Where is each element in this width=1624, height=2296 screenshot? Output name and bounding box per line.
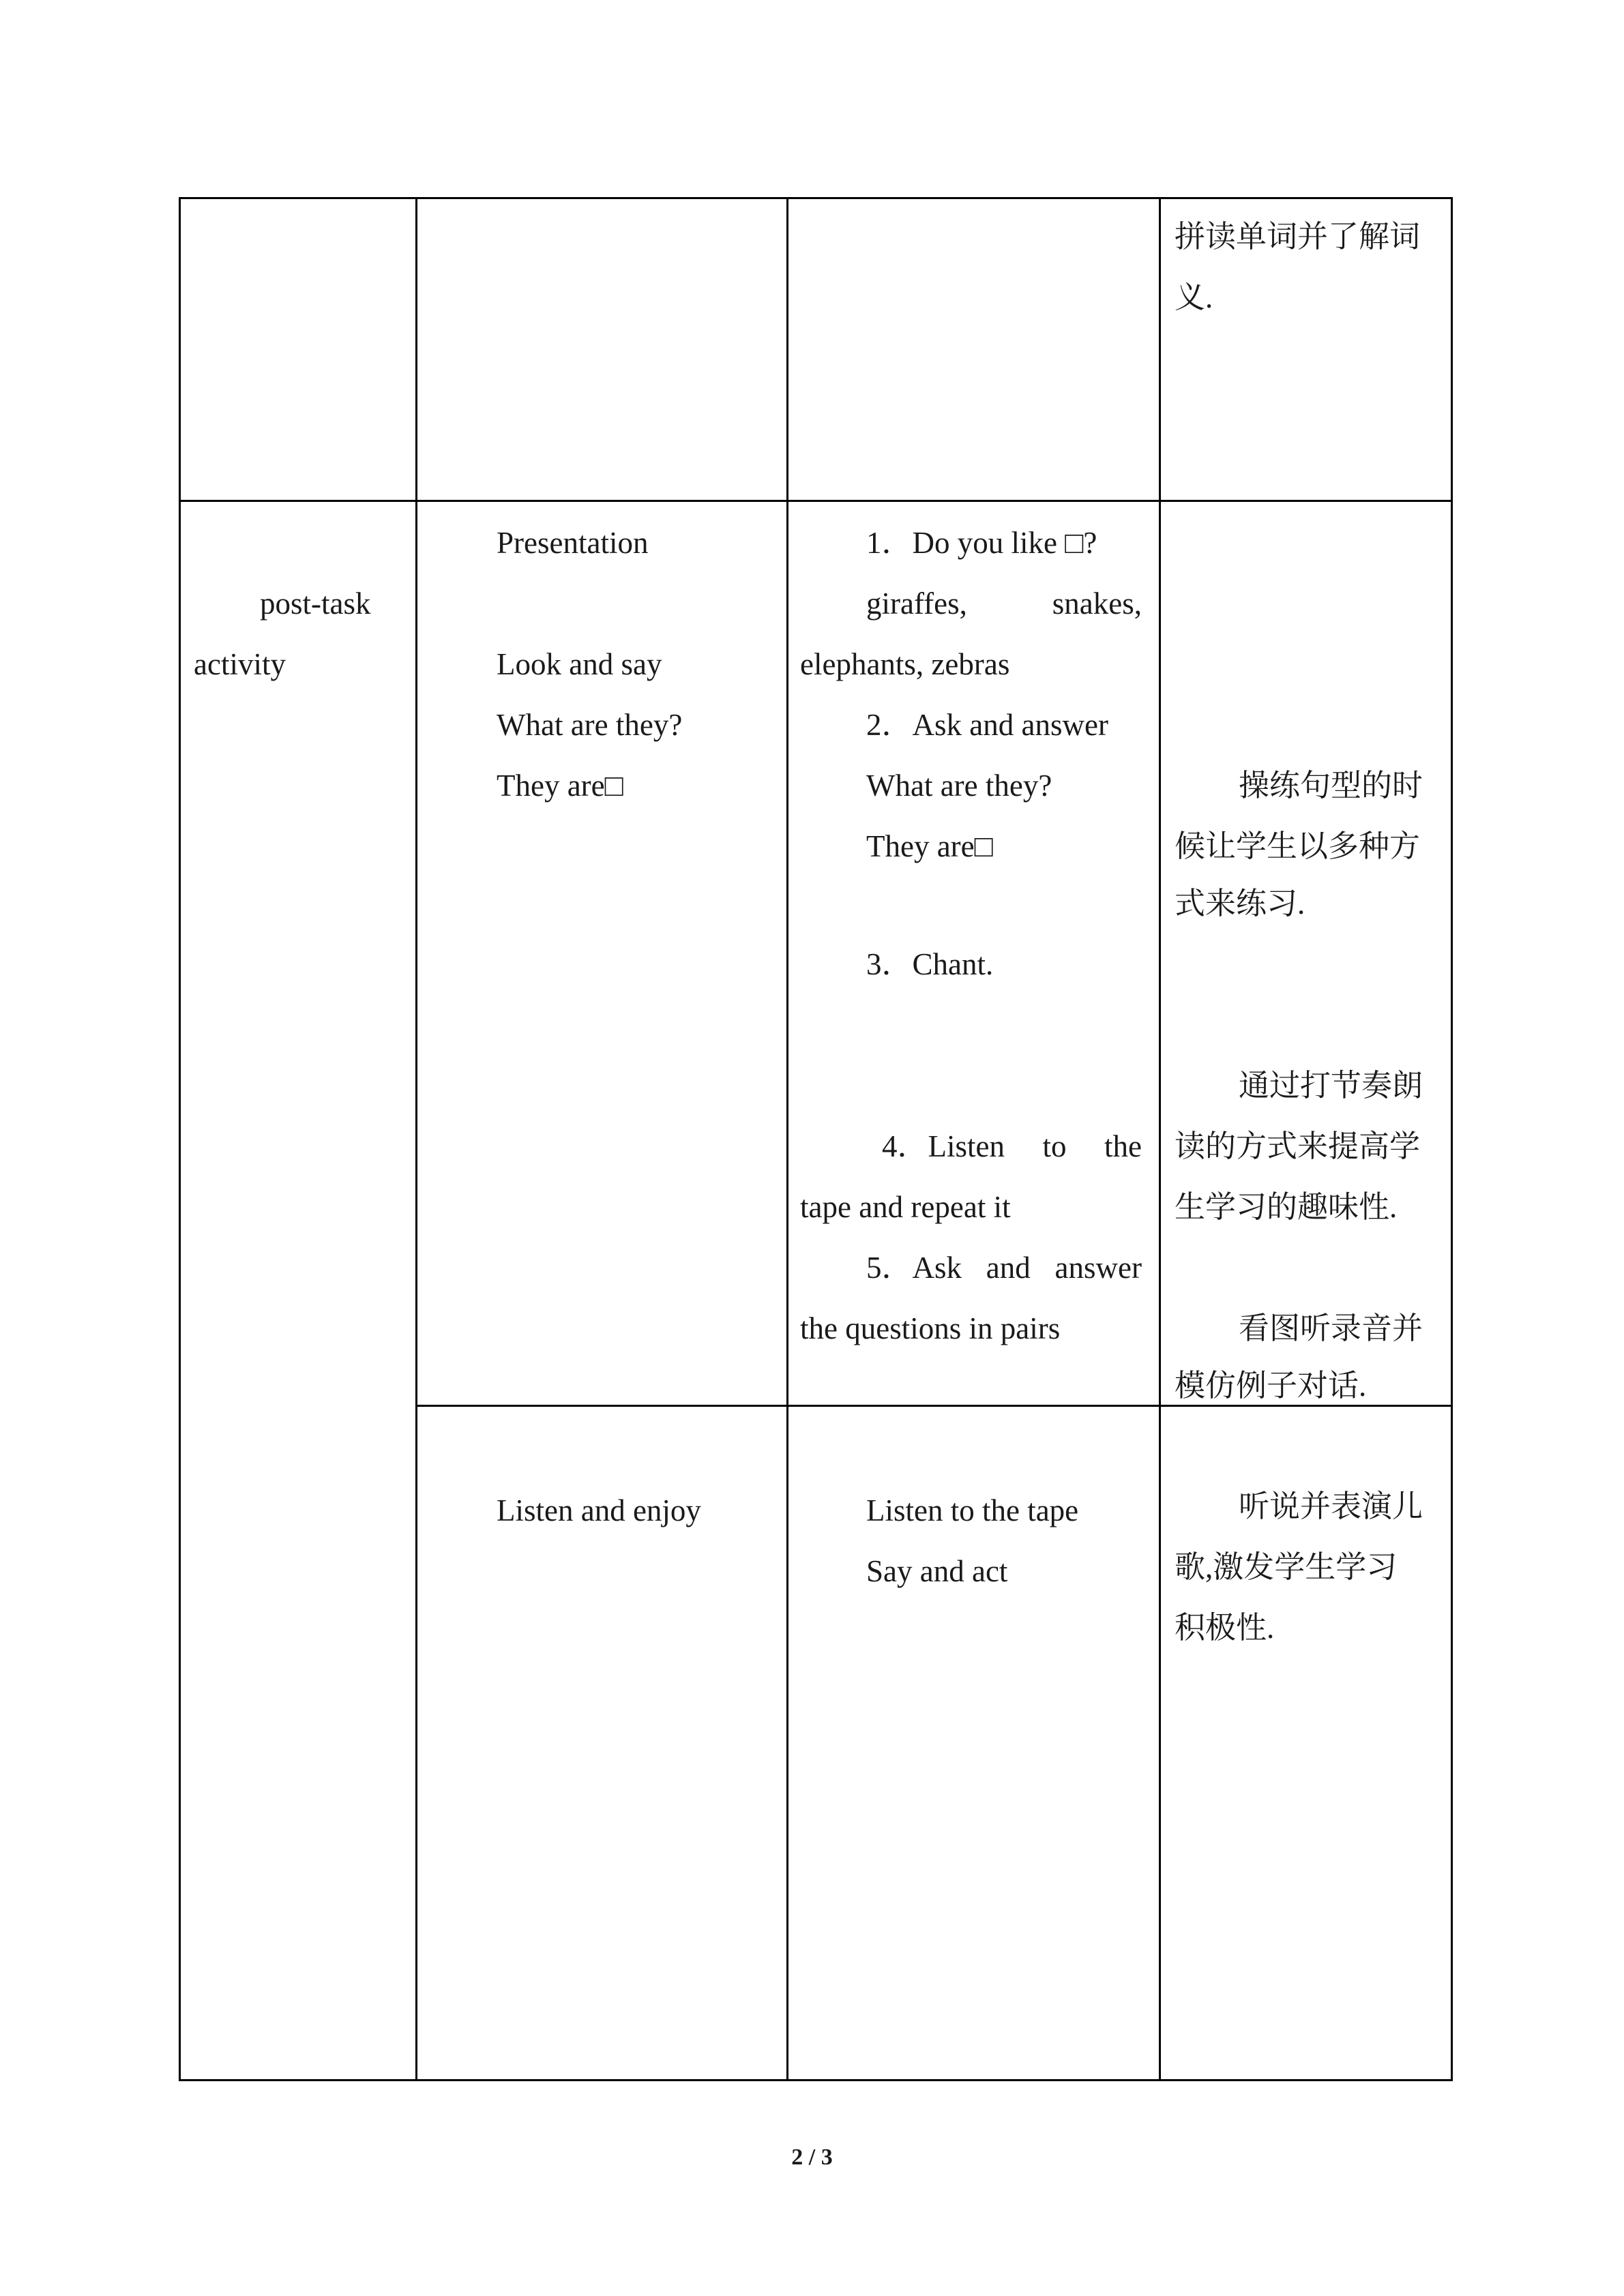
purpose-3-line-2: 模仿例子对话. <box>1175 1369 1367 1403</box>
activity-5-word-3: answer <box>1054 1251 1142 1285</box>
activity-1-words-row <box>866 573 1142 634</box>
activity-4-row <box>882 1116 1142 1177</box>
purpose-1-line-1: 操练句型的时 <box>1239 769 1423 803</box>
row3-purpose-line-3: 积极性. <box>1175 1611 1275 1645</box>
activity-2-question: What are they? <box>866 769 1052 803</box>
activity-1-do-you-like: 1．Do you like □? <box>866 526 1097 560</box>
row3-purpose-line-2: 歌,激发学生学习 <box>1175 1550 1398 1584</box>
activity-listen-to-tape: Listen to the tape <box>866 1493 1079 1527</box>
table-col-divider-3 <box>1159 197 1161 2081</box>
row1-note-line-1: 拼读单词并了解词 <box>1175 220 1421 254</box>
purpose-2-line-3: 生学习的趣味性. <box>1175 1190 1398 1224</box>
table-col-divider-1 <box>415 197 417 2081</box>
activity-3-chant: 3．Chant. <box>866 947 994 981</box>
table-col-divider-2 <box>786 197 788 2081</box>
step-listen-and-enjoy: Listen and enjoy <box>497 1493 701 1527</box>
activity-5-row <box>866 1238 1142 1298</box>
activity-2-ask-and-answer: 2．Ask and answer <box>866 708 1108 742</box>
activity-5-word-1: 5．Ask <box>866 1251 962 1285</box>
purpose-2-line-2: 读的方式来提高学 <box>1175 1129 1421 1163</box>
table-border-bottom <box>179 2079 1453 2081</box>
activity-4-word-3: the <box>1104 1129 1142 1163</box>
word-giraffes: giraffes, <box>866 586 967 621</box>
activity-5-line-2: the questions in pairs <box>800 1311 1061 1345</box>
stage-label-line-2: activity <box>194 647 286 681</box>
purpose-3-line-1: 看图听录音并 <box>1239 1311 1423 1345</box>
row1-note-line-2: 义. <box>1175 280 1213 314</box>
table-border-top <box>179 197 1453 199</box>
row3-purpose-line-1: 听说并表演儿 <box>1239 1489 1423 1523</box>
page-number: 2 / 3 <box>791 2145 833 2170</box>
table-border-left <box>179 197 181 2081</box>
step-presentation: Presentation <box>497 526 649 560</box>
purpose-1-line-3: 式来练习. <box>1175 886 1305 921</box>
activity-1-words-line-2: elephants, zebras <box>800 647 1010 681</box>
table-row-divider-1 <box>179 500 1453 502</box>
step-look-and-say: Look and say <box>497 647 662 681</box>
activity-4-line-2: tape and repeat it <box>800 1190 1011 1224</box>
stage-label-line-1: post-task <box>260 586 371 621</box>
word-snakes: snakes, <box>1052 586 1142 621</box>
purpose-1-line-2: 候让学生以多种方 <box>1175 829 1421 863</box>
step-they-are: They are□ <box>497 769 623 803</box>
activity-say-and-act: Say and act <box>866 1554 1008 1588</box>
table-border-right <box>1451 197 1453 2081</box>
activity-2-answer: They are□ <box>866 829 993 863</box>
activity-4-word-2: to <box>1042 1129 1067 1163</box>
activity-4-word-1: 4．Listen <box>882 1129 1005 1163</box>
purpose-2-line-1: 通过打节奏朗 <box>1239 1069 1423 1103</box>
step-what-are-they: What are they? <box>497 708 683 742</box>
activity-5-word-2: and <box>986 1251 1031 1285</box>
